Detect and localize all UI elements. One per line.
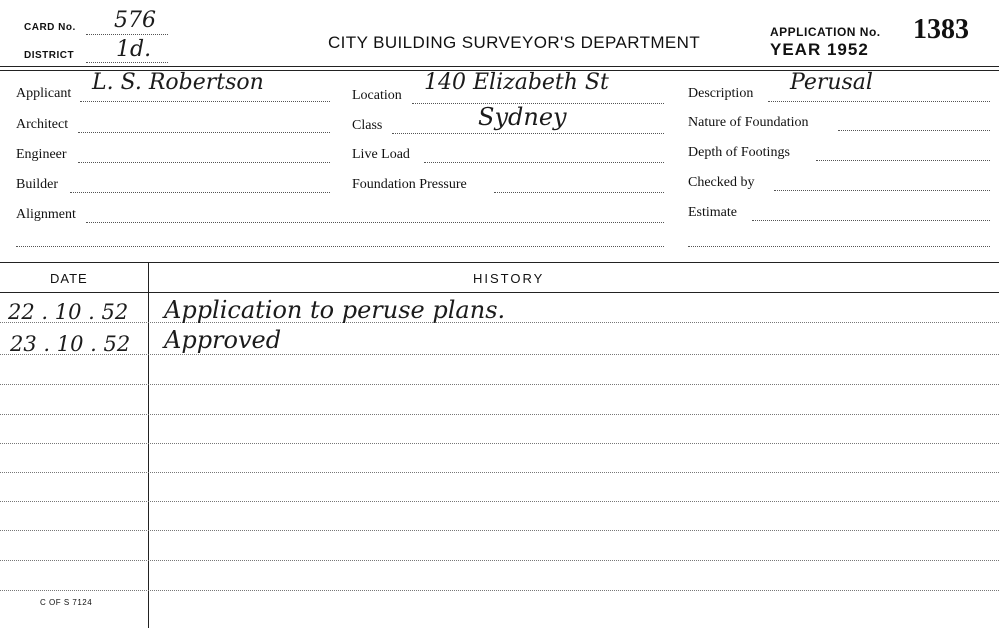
class-label: Class — [352, 118, 383, 133]
depth-of-footings-line — [816, 160, 990, 161]
ruled-line — [0, 472, 999, 473]
alignment-line — [86, 222, 664, 223]
description-value: Perusal — [790, 70, 873, 95]
year-label: YEAR 1952 — [770, 40, 869, 59]
checked-by-label: Checked by — [688, 175, 755, 190]
ruled-line — [0, 354, 999, 355]
nature-of-foundation-line — [838, 130, 990, 131]
nature-of-foundation-label: Nature of Foundation — [688, 115, 809, 130]
estimate-label: Estimate — [688, 205, 737, 220]
history-column-divider — [148, 262, 149, 628]
engineer-label: Engineer — [16, 147, 67, 162]
application-no-value: 1383 — [913, 14, 969, 45]
history-entry-2-date: 23 . 10 . 52 — [10, 332, 131, 356]
location-value: 140 Elizabeth St — [424, 70, 609, 95]
applicant-line — [80, 101, 330, 102]
applicant-label: Applicant — [16, 86, 72, 101]
builder-line — [70, 192, 330, 193]
history-entry-1-date: 22 . 10 . 52 — [8, 300, 129, 324]
application-no-label: APPLICATION No. — [770, 25, 881, 39]
card-no-label: CARD No. — [24, 22, 76, 33]
card-no-value: 576 — [114, 8, 156, 33]
card-no-line — [86, 34, 168, 35]
estimate-line — [752, 220, 990, 221]
architect-line — [78, 132, 330, 133]
checked-by-line — [774, 190, 990, 191]
builder-label: Builder — [16, 177, 58, 192]
date-header: DATE — [50, 271, 88, 286]
department-title: CITY BUILDING SURVEYOR'S DEPARTMENT — [328, 33, 701, 52]
history-header: HISTORY — [473, 271, 545, 286]
ruled-line — [0, 530, 999, 531]
form-code: C OF S 7124 — [40, 598, 93, 607]
engineer-line — [78, 162, 330, 163]
ruled-line — [0, 560, 999, 561]
ruled-line — [0, 590, 999, 591]
depth-of-footings-label: Depth of Footings — [688, 145, 790, 160]
district-value: 1d. — [116, 37, 152, 62]
alignment-label: Alignment — [16, 207, 76, 222]
history-top-rule — [0, 262, 999, 263]
architect-label: Architect — [16, 117, 69, 132]
class-line — [392, 133, 664, 134]
history-header-rule — [0, 292, 999, 293]
foundation-pressure-line — [494, 192, 664, 193]
description-line — [768, 101, 990, 102]
district-label: DISTRICT — [24, 50, 75, 61]
ruled-line — [0, 414, 999, 415]
alignment-line-2 — [16, 246, 664, 247]
location-value-2: Sydney — [478, 103, 567, 131]
ruled-line — [0, 384, 999, 385]
history-entry-2-text: Approved — [164, 326, 282, 354]
estimate-line-2 — [688, 246, 990, 247]
district-line — [86, 62, 168, 63]
description-label: Description — [688, 86, 754, 101]
header-rule-top — [0, 66, 999, 67]
location-label: Location — [352, 88, 402, 103]
live-load-line — [424, 162, 664, 163]
ruled-line — [0, 501, 999, 502]
ruled-line — [0, 443, 999, 444]
foundation-pressure-label: Foundation Pressure — [352, 177, 467, 192]
applicant-value: L. S. Robertson — [92, 70, 264, 95]
history-entry-1-text: Application to peruse plans. — [164, 296, 506, 324]
live-load-label: Live Load — [352, 147, 410, 162]
